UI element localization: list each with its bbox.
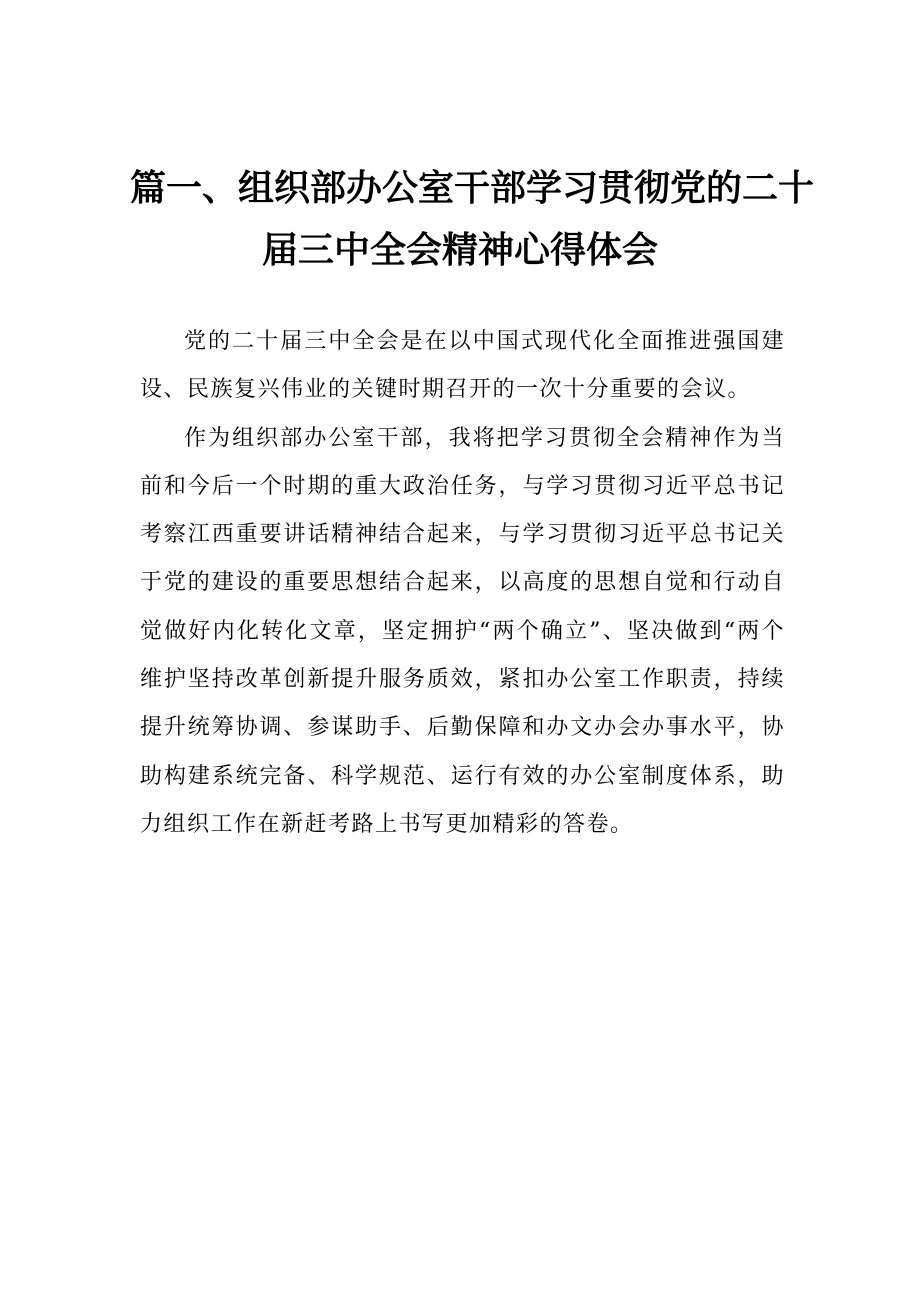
- document-body: [140, 318, 785, 849]
- paragraph-1: 党的二十届三中全会是在以中国式现代化全面推进强国建设、民族复兴伟业的关键时期召开的一次十分重要的会议。: [140, 329, 785, 403]
- document-title: [130, 158, 815, 282]
- paragraph-2: 作为组织部办公室干部，我将把学习贯彻全会精神作为当前和今后一个时期的重大政治任务，与学习贯彻习近平总书记考察江西重要讲话精神结合起来，与学习贯彻习近平总书记关于党的建设的重要思想结合起来，以高度的思想自觉和行动自觉做好内化转化文章，坚定拥护“两个确立”、坚决做到“两个维护坚持改革创新提升服务质效，紧扣办公室工作职责，持续提升统筹协调、参谋助手、后勤保障和办文办会办事水平，协助构建系统完备、科学规范、运行有效的办公室制度体系，助力组织工作在新赶考路上书写更加精彩的答卷。: [140, 425, 785, 837]
- title-line-2: 届三中全会精神心得体会: [261, 230, 658, 271]
- title-line-1: 篇一、组织部办公室干部学习贯彻党的二十: [130, 168, 815, 209]
